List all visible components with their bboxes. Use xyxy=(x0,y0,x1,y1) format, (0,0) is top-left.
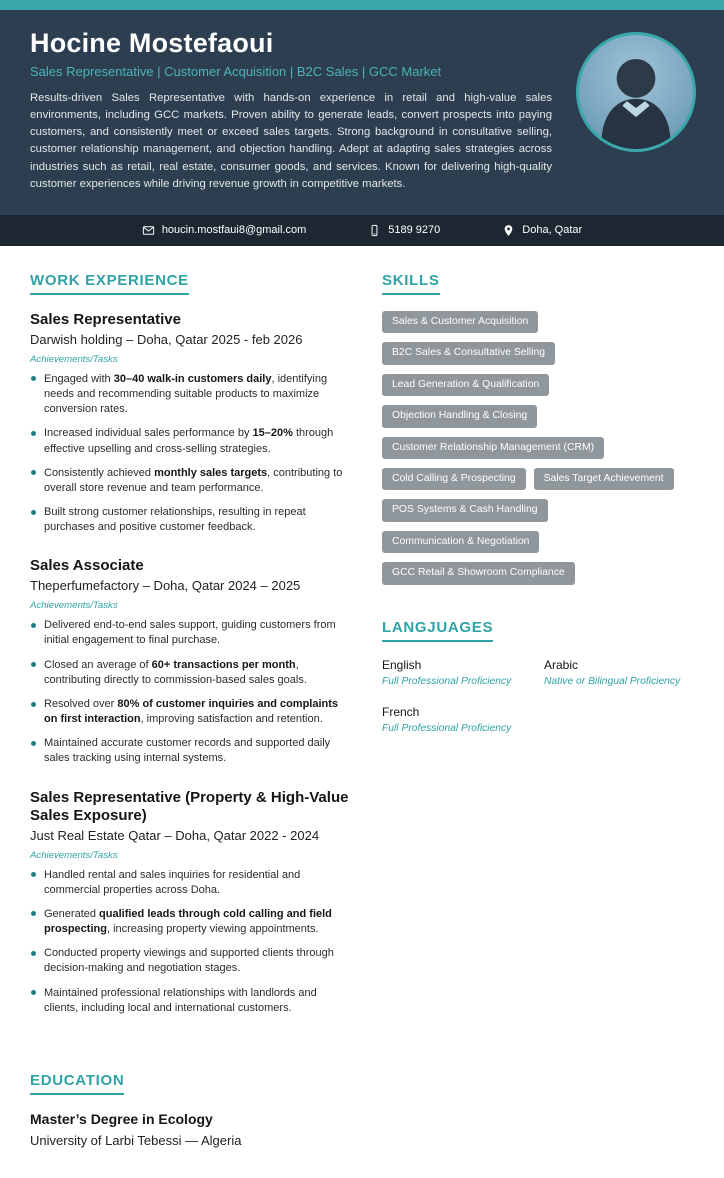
skill-pill: Objection Handling & Closing xyxy=(382,405,537,427)
contact-email[interactable] xyxy=(142,224,306,237)
language-item xyxy=(382,705,532,734)
language-level: Full Professional Proficiency xyxy=(382,675,512,687)
contact-phone[interactable] xyxy=(368,224,440,237)
skill-row xyxy=(382,437,694,459)
language-list xyxy=(382,658,694,734)
language-item xyxy=(544,658,694,687)
skills-section xyxy=(382,272,694,585)
education-degree: Master’s Degree in Ecology xyxy=(30,1110,213,1127)
job-dates: 2024 – 2025 xyxy=(227,578,301,594)
contact-location xyxy=(502,224,582,237)
header xyxy=(0,10,724,215)
skill-row xyxy=(382,468,694,490)
job-bullet: Conducted property viewings and supported clients through decision-making and negotiation stages. xyxy=(44,946,352,976)
language-name: English xyxy=(382,657,422,672)
work-experience-heading: WORK EXPERIENCE xyxy=(30,272,189,295)
job-company-line xyxy=(30,332,352,349)
job-bullet: Engaged with 30–40 walk-in customers daily, identifying needs and recommending suitable products to maximize conversion rates. xyxy=(44,372,352,418)
email-icon xyxy=(142,224,155,237)
skill-pill: Cold Calling & Prospecting xyxy=(382,468,526,490)
education-section xyxy=(30,1072,352,1148)
job-title: Sales Representative xyxy=(30,310,181,328)
job-title: Sales Representative (Property & High-Value Sales Exposure) xyxy=(30,788,349,824)
job-bullets xyxy=(30,372,352,536)
job-bullets xyxy=(30,618,352,766)
contact-location-text: Doha, Qatar xyxy=(522,224,583,237)
person-title: Sales Representative | Customer Acquisition | B2C Sales | GCC Market xyxy=(30,64,442,79)
job-bullet: Maintained professional relationships with landlords and clients, including local and international customers. xyxy=(44,986,352,1016)
achievements-label: Achievements/Tasks xyxy=(30,353,118,365)
skill-pill: Communication & Negotiation xyxy=(382,531,539,553)
profile-photo xyxy=(576,32,696,152)
job-title: Sales Associate xyxy=(30,557,144,575)
job-bullet: Maintained accurate customer records and supported daily sales tracking using internal systems. xyxy=(44,736,352,766)
summary-text: Results-driven Sales Representative with hands-on experience in retail and high-value sales environments, including GCC markets. Proven ability to generate leads, convert prospects into paying customers, and consistently meet or exceed sales targets. Strong background in consultative selling, customer relationship management, and objection handling. Adept at adapting sales strategies across industries such as retail, real estate, consumer goods, and services. Known for delivering high-quality customer experiences while driving revenue growth in competitive markets. xyxy=(30,92,552,190)
language-level: Full Professional Proficiency xyxy=(382,722,512,734)
contact-bar xyxy=(0,215,724,246)
job-company-line xyxy=(30,828,352,845)
skill-pill: Lead Generation & Qualification xyxy=(382,374,549,396)
education-heading: EDUCATION xyxy=(30,1072,124,1095)
skill-row xyxy=(382,374,694,396)
job-entry xyxy=(30,311,352,535)
person-name: Hocine Mostefaoui xyxy=(30,28,274,58)
right-column xyxy=(382,272,694,1148)
language-name: French xyxy=(382,704,420,719)
skill-pill: Sales & Customer Acquisition xyxy=(382,311,538,333)
skill-row xyxy=(382,531,694,553)
skill-row xyxy=(382,405,694,427)
job-bullet: Delivered end-to-end sales support, guiding customers from initial engagement to final purchase. xyxy=(44,618,352,648)
phone-icon xyxy=(368,224,381,237)
languages-heading: LANGJUAGES xyxy=(382,619,493,642)
job-dates: 2025 - feb 2026 xyxy=(211,331,303,347)
skill-pill: B2C Sales & Consultative Selling xyxy=(382,342,555,364)
job-bullet: Handled rental and sales inquiries for residential and commercial properties across Doha. xyxy=(44,868,352,898)
skill-row xyxy=(382,499,694,521)
skill-row xyxy=(382,311,694,333)
education-school: University of Larbi Tebessi — Algeria xyxy=(30,1132,242,1148)
job-bullet: Increased individual sales performance by 15–20% through effective upselling and cross-selling strategies. xyxy=(44,426,352,456)
resume-body xyxy=(0,246,724,1178)
job-bullet: Closed an average of 60+ transactions per month, contributing directly to commission-based sales goals. xyxy=(44,658,352,688)
language-name: Arabic xyxy=(544,657,579,672)
job-company: Theperfumefactory – Doha, Qatar xyxy=(30,578,228,594)
skill-pill: GCC Retail & Showroom Compliance xyxy=(382,562,575,584)
job-dates: 2022 - 2024 xyxy=(249,827,320,843)
job-bullet: Built strong customer relationships, resulting in repeat purchases and positive customer feedback. xyxy=(44,505,352,535)
job-entry xyxy=(30,557,352,766)
job-entry xyxy=(30,789,352,1016)
left-column xyxy=(30,272,352,1148)
achievements-label: Achievements/Tasks xyxy=(30,849,118,861)
contact-phone-text: 5189 9270 xyxy=(388,224,441,237)
job-bullet: Consistently achieved monthly sales targets, contributing to overall store revenue and team performance. xyxy=(44,466,352,496)
skill-row xyxy=(382,562,694,584)
skill-pill: Sales Target Achievement xyxy=(534,468,674,490)
job-bullets xyxy=(30,868,352,1016)
job-company-line xyxy=(30,578,352,595)
job-company: Just Real Estate Qatar – Doha, Qatar xyxy=(30,827,250,843)
language-item xyxy=(382,658,532,687)
job-bullet: Resolved over 80% of customer inquiries and complaints on first interaction, improving satisfaction and retention. xyxy=(44,697,352,727)
job-company: Darwish holding – Doha, Qatar xyxy=(30,331,212,347)
accent-strip xyxy=(0,0,724,10)
achievements-label: Achievements/Tasks xyxy=(30,600,118,612)
skill-list xyxy=(382,311,694,585)
skill-pill: POS Systems & Cash Handling xyxy=(382,499,548,521)
language-level: Native or Bilingual Proficiency xyxy=(544,675,681,687)
skills-heading: SKILLS xyxy=(382,272,440,295)
job-bullet: Generated qualified leads through cold calling and field prospecting, increasing property viewing appointments. xyxy=(44,907,352,937)
job-list xyxy=(30,311,352,1016)
skill-row xyxy=(382,342,694,364)
contact-email-text: houcin.mostfaui8@gmail.com xyxy=(161,224,307,237)
location-pin-icon xyxy=(502,224,515,237)
work-experience-section xyxy=(30,272,352,1016)
languages-section xyxy=(382,619,694,734)
skill-pill: Customer Relationship Management (CRM) xyxy=(382,437,604,459)
person-avatar-icon xyxy=(579,35,693,149)
